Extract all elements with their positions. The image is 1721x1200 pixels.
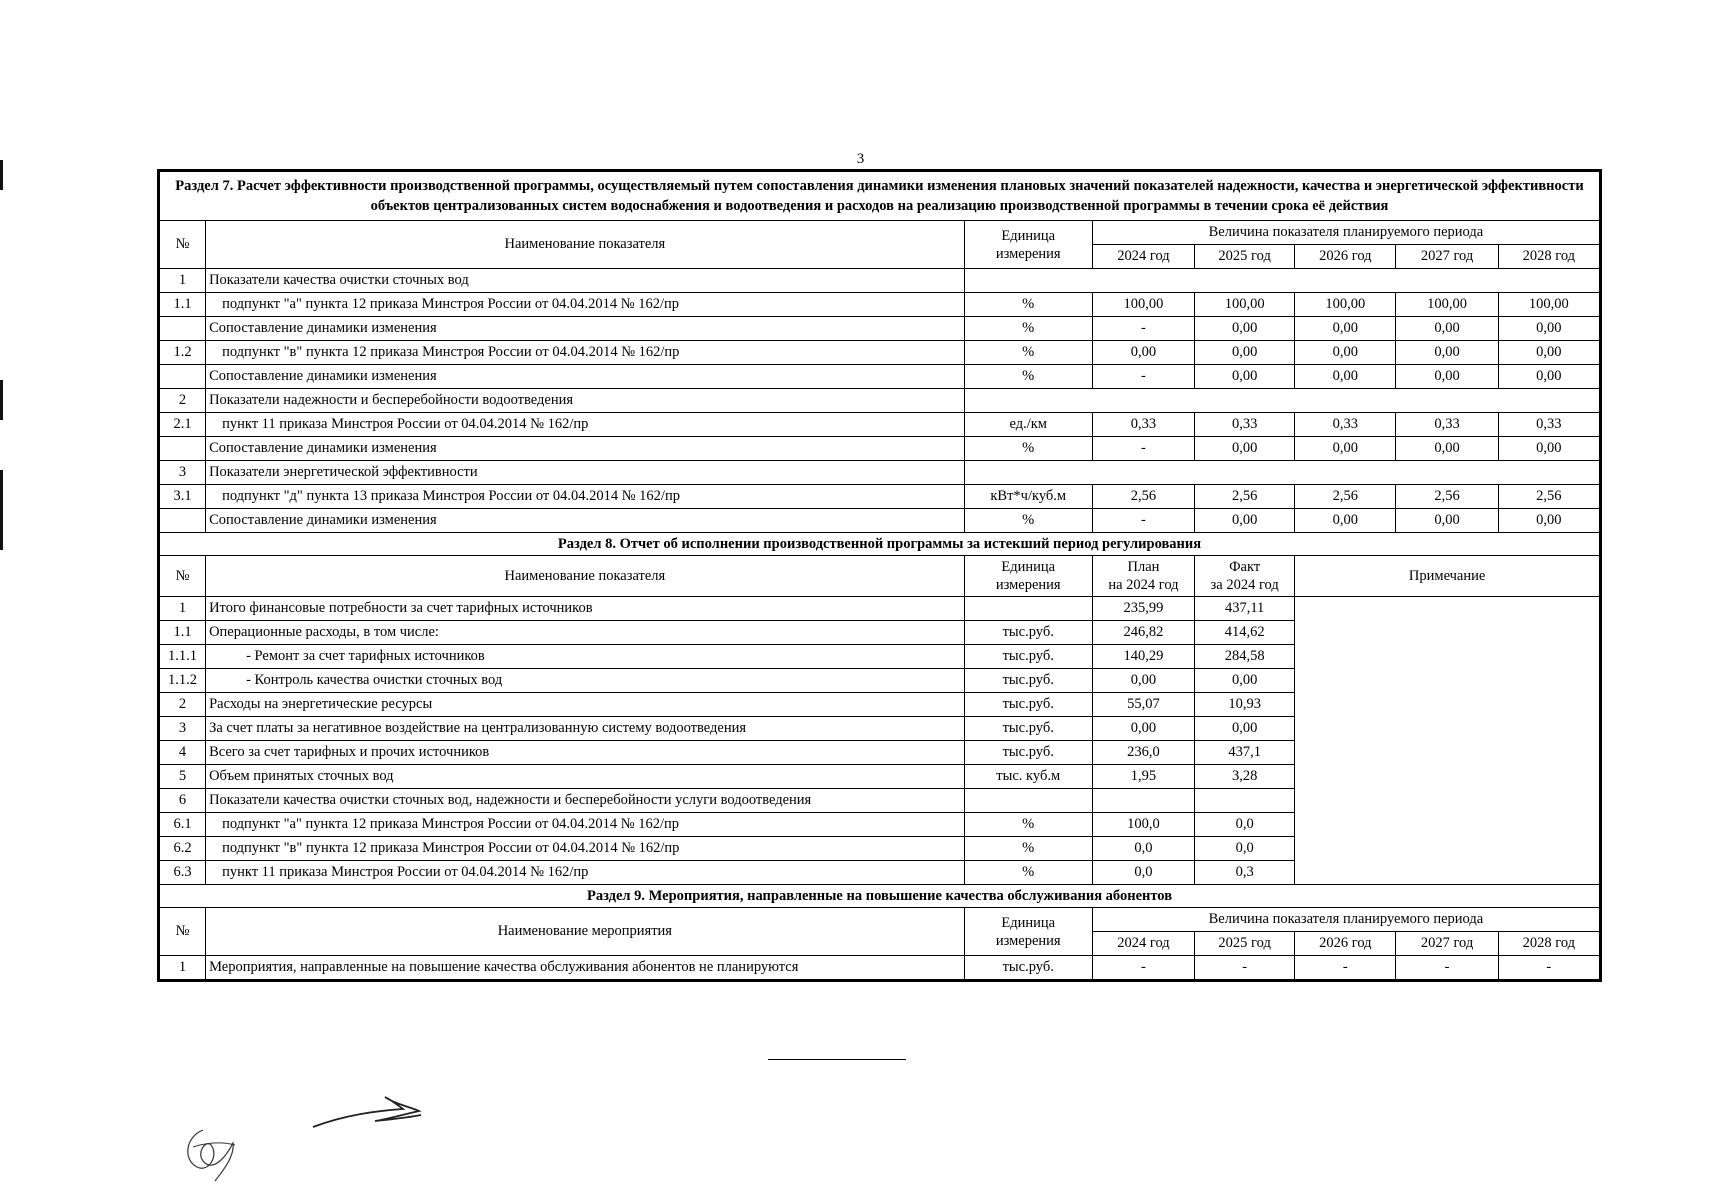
table-row (160, 509, 1600, 533)
indicator-value: 0,00 (1195, 509, 1295, 533)
table-body (160, 172, 1600, 980)
indicator-unit: % (964, 837, 1092, 861)
report-table (159, 171, 1600, 980)
column-header-name: Наименование показателя (206, 556, 965, 597)
indicator-value: - (1498, 956, 1599, 980)
indicator-value: - (1092, 437, 1194, 461)
indicator-value: 0,00 (1195, 365, 1295, 389)
plan-value (1092, 789, 1194, 813)
plan-value: 0,0 (1092, 861, 1194, 885)
indicator-name: Сопоставление динамики изменения (206, 437, 965, 461)
year-header: 2024 год (1092, 245, 1194, 269)
indicator-unit: % (964, 813, 1092, 837)
indicator-unit: тыс.руб. (964, 621, 1092, 645)
year-header: 2025 год (1195, 932, 1295, 956)
indicator-name: Сопоставление динамики изменения (206, 317, 965, 341)
indicator-value: 0,00 (1396, 365, 1498, 389)
row-number: 1.1.2 (160, 669, 206, 693)
indicator-unit: тыс.руб. (964, 669, 1092, 693)
table-row (160, 485, 1600, 509)
row-number: 1.1 (160, 621, 206, 645)
indicator-value: 0,00 (1498, 437, 1599, 461)
column-header-fact: Факт за 2024 год (1195, 556, 1295, 597)
indicator-value: 0,33 (1195, 413, 1295, 437)
scan-edge-mark (0, 470, 3, 550)
fact-value: 10,93 (1195, 693, 1295, 717)
indicator-name: За счет платы за негативное воздействие на централизованную систему водоотведения (206, 717, 965, 741)
fact-value: 414,62 (1195, 621, 1295, 645)
section8-title: Раздел 8. Отчет об исполнении производственной программы за истекший период регулирования (160, 533, 1600, 556)
indicator-unit: тыс. куб.м (964, 765, 1092, 789)
report-document (157, 169, 1602, 982)
indicator-unit: % (964, 509, 1092, 533)
section7-title: Раздел 7. Расчет эффективности производственной программы, осуществляемый путем сопоставления динамики изменения плановых значений показателей надежности, качества и энергетической эффективности объектов централизованных систем водоснабжения и водоотведения и расходов на реализацию производственной программы в течении срока её действия (160, 172, 1600, 221)
row-number (160, 509, 206, 533)
indicator-value: 0,00 (1498, 317, 1599, 341)
plan-value: 0,0 (1092, 837, 1194, 861)
plan-value: 246,82 (1092, 621, 1194, 645)
plan-value: 140,29 (1092, 645, 1194, 669)
plan-value: 100,0 (1092, 813, 1194, 837)
plan-value: 1,95 (1092, 765, 1194, 789)
indicator-value: 0,00 (1295, 341, 1396, 365)
table-row (160, 597, 1600, 621)
row-number: 3 (160, 461, 206, 485)
section8-header-row (160, 556, 1600, 597)
measure-name: Мероприятия, направленные на повышение качества обслуживания абонентов не планируются (206, 956, 965, 980)
indicator-value: 0,00 (1396, 317, 1498, 341)
indicator-name: Сопоставление динамики изменения (206, 509, 965, 533)
year-header: 2024 год (1092, 932, 1194, 956)
section7-title-row (160, 172, 1600, 221)
column-header-name: Наименование мероприятия (206, 908, 965, 956)
indicator-value: - (1092, 509, 1194, 533)
indicator-value: 0,33 (1396, 413, 1498, 437)
indicator-name: Показатели надежности и бесперебойности водоотведения (206, 389, 965, 413)
indicator-value: 2,56 (1195, 485, 1295, 509)
indicator-unit: % (964, 293, 1092, 317)
indicator-value: - (1092, 365, 1194, 389)
indicator-unit (964, 461, 1599, 485)
indicator-value: 0,00 (1396, 341, 1498, 365)
indicator-unit: тыс.руб. (964, 741, 1092, 765)
indicator-unit (964, 789, 1092, 813)
indicator-name: Операционные расходы, в том числе: (206, 621, 965, 645)
indicator-value: 0,00 (1295, 317, 1396, 341)
year-header: 2028 год (1498, 245, 1599, 269)
indicator-name: Всего за счет тарифных и прочих источников (206, 741, 965, 765)
indicator-name: подпункт "д" пункта 13 приказа Минстроя России от 04.04.2014 № 162/пр (206, 485, 965, 509)
row-number: 1.1.1 (160, 645, 206, 669)
table-row (160, 413, 1600, 437)
indicator-value: 2,56 (1092, 485, 1194, 509)
table-row (160, 341, 1600, 365)
indicator-name: подпункт "а" пункта 12 приказа Минстроя России от 04.04.2014 № 162/пр (206, 813, 965, 837)
indicator-name: Объем принятых сточных вод (206, 765, 965, 789)
indicator-unit: % (964, 341, 1092, 365)
row-number: 6.1 (160, 813, 206, 837)
year-header: 2027 год (1396, 245, 1498, 269)
column-header-period: Величина показателя планируемого периода (1092, 221, 1599, 245)
row-number: 1 (160, 269, 206, 293)
row-number: 1.1 (160, 293, 206, 317)
table-row (160, 461, 1600, 485)
indicator-unit (964, 389, 1599, 413)
year-header: 2028 год (1498, 932, 1599, 956)
indicator-value: 2,56 (1498, 485, 1599, 509)
table-row (160, 269, 1600, 293)
column-header-period: Величина показателя планируемого периода (1092, 908, 1599, 932)
indicator-value: - (1396, 956, 1498, 980)
indicator-unit: тыс.руб. (964, 693, 1092, 717)
indicator-value: 0,00 (1195, 437, 1295, 461)
indicator-value: 100,00 (1195, 293, 1295, 317)
scan-edge-mark (0, 380, 3, 420)
indicator-name: Сопоставление динамики изменения (206, 365, 965, 389)
indicator-value: 0,00 (1295, 437, 1396, 461)
indicator-value: 0,33 (1092, 413, 1194, 437)
indicator-name: - Контроль качества очистки сточных вод (206, 669, 965, 693)
plan-value: 0,00 (1092, 669, 1194, 693)
page-number: 3 (856, 151, 865, 167)
indicator-value: 0,00 (1498, 341, 1599, 365)
indicator-unit (964, 269, 1599, 293)
indicator-value: 0,00 (1396, 509, 1498, 533)
table-row (160, 365, 1600, 389)
indicator-value: 0,00 (1195, 341, 1295, 365)
plan-value: 55,07 (1092, 693, 1194, 717)
indicator-value: 0,00 (1295, 509, 1396, 533)
column-header-no: № (160, 908, 206, 956)
table-row (160, 956, 1600, 980)
row-number: 2 (160, 693, 206, 717)
section9-title-row (160, 885, 1600, 908)
indicator-unit: % (964, 437, 1092, 461)
indicator-name: Показатели энергетической эффективности (206, 461, 965, 485)
indicator-name: пункт 11 приказа Минстроя России от 04.04.2014 № 162/пр (206, 861, 965, 885)
column-header-no: № (160, 221, 206, 269)
indicator-value: 0,00 (1498, 365, 1599, 389)
indicator-value: - (1092, 317, 1194, 341)
fact-value: 0,00 (1195, 717, 1295, 741)
row-number: 2 (160, 389, 206, 413)
closing-rule (768, 1059, 906, 1060)
fact-value: 0,0 (1195, 813, 1295, 837)
indicator-name: подпункт "в" пункта 12 приказа Минстроя России от 04.04.2014 № 162/пр (206, 837, 965, 861)
indicator-unit: ед./км (964, 413, 1092, 437)
plan-value: 0,00 (1092, 717, 1194, 741)
fact-value: 437,1 (1195, 741, 1295, 765)
indicator-value: 2,56 (1295, 485, 1396, 509)
table-row (160, 437, 1600, 461)
row-number: 1 (160, 597, 206, 621)
column-header-unit: Единица измерения (964, 221, 1092, 269)
table-row (160, 317, 1600, 341)
fact-value: 284,58 (1195, 645, 1295, 669)
row-number: 2.1 (160, 413, 206, 437)
row-number: 6 (160, 789, 206, 813)
indicator-value: 0,00 (1092, 341, 1194, 365)
indicator-value: 100,00 (1498, 293, 1599, 317)
indicator-unit: % (964, 317, 1092, 341)
indicator-value: 0,00 (1195, 317, 1295, 341)
row-number: 6.3 (160, 861, 206, 885)
indicator-name: пункт 11 приказа Минстроя России от 04.04.2014 № 162/пр (206, 413, 965, 437)
row-number: 1.2 (160, 341, 206, 365)
table-row (160, 389, 1600, 413)
indicator-value: 100,00 (1295, 293, 1396, 317)
row-number (160, 437, 206, 461)
indicator-unit: кВт*ч/куб.м (964, 485, 1092, 509)
indicator-value: - (1295, 956, 1396, 980)
column-header-note: Примечание (1295, 556, 1600, 597)
indicator-unit: тыс.руб. (964, 717, 1092, 741)
column-header-no: № (160, 556, 206, 597)
indicator-name: - Ремонт за счет тарифных источников (206, 645, 965, 669)
row-number (160, 317, 206, 341)
row-number: 3.1 (160, 485, 206, 509)
indicator-unit: % (964, 861, 1092, 885)
column-header-plan: План на 2024 год (1092, 556, 1194, 597)
fact-value: 0,3 (1195, 861, 1295, 885)
indicator-unit: тыс.руб. (964, 645, 1092, 669)
row-number: 6.2 (160, 837, 206, 861)
indicator-unit: тыс.руб. (964, 956, 1092, 980)
indicator-value: 0,33 (1295, 413, 1396, 437)
indicator-value: 100,00 (1092, 293, 1194, 317)
indicator-name: Расходы на энергетические ресурсы (206, 693, 965, 717)
signature-image (175, 1085, 445, 1185)
fact-value (1195, 789, 1295, 813)
indicator-value: 2,56 (1396, 485, 1498, 509)
year-header: 2027 год (1396, 932, 1498, 956)
indicator-name: Итого финансовые потребности за счет тарифных источников (206, 597, 965, 621)
plan-value: 236,0 (1092, 741, 1194, 765)
fact-value: 3,28 (1195, 765, 1295, 789)
year-header: 2026 год (1295, 245, 1396, 269)
column-header-unit: Единица измерения (964, 556, 1092, 597)
indicator-value: 0,00 (1295, 365, 1396, 389)
indicator-name: подпункт "а" пункта 12 приказа Минстроя России от 04.04.2014 № 162/пр (206, 293, 965, 317)
year-header: 2025 год (1195, 245, 1295, 269)
indicator-name: Показатели качества очистки сточных вод (206, 269, 965, 293)
indicator-value: - (1195, 956, 1295, 980)
row-number: 4 (160, 741, 206, 765)
row-number: 1 (160, 956, 206, 980)
fact-value: 437,11 (1195, 597, 1295, 621)
indicator-value: - (1092, 956, 1194, 980)
indicator-value: 100,00 (1396, 293, 1498, 317)
column-header-unit: Единица измерения (964, 908, 1092, 956)
row-number: 3 (160, 717, 206, 741)
year-header: 2026 год (1295, 932, 1396, 956)
section9-title: Раздел 9. Мероприятия, направленные на повышение качества обслуживания абонентов (160, 885, 1600, 908)
fact-value: 0,0 (1195, 837, 1295, 861)
indicator-value: 0,00 (1498, 509, 1599, 533)
indicator-value: 0,33 (1498, 413, 1599, 437)
fact-value: 0,00 (1195, 669, 1295, 693)
indicator-value: 0,00 (1396, 437, 1498, 461)
row-number: 5 (160, 765, 206, 789)
section7-header-row (160, 221, 1600, 245)
plan-value: 235,99 (1092, 597, 1194, 621)
indicator-name: подпункт "в" пункта 12 приказа Минстроя России от 04.04.2014 № 162/пр (206, 341, 965, 365)
note-cell (1295, 597, 1600, 885)
section8-title-row (160, 533, 1600, 556)
table-row (160, 293, 1600, 317)
section9-header-row (160, 908, 1600, 932)
indicator-unit (964, 597, 1092, 621)
indicator-name: Показатели качества очистки сточных вод, надежности и бесперебойности услуги водоотведения (206, 789, 965, 813)
row-number (160, 365, 206, 389)
indicator-unit: % (964, 365, 1092, 389)
column-header-name: Наименование показателя (206, 221, 965, 269)
